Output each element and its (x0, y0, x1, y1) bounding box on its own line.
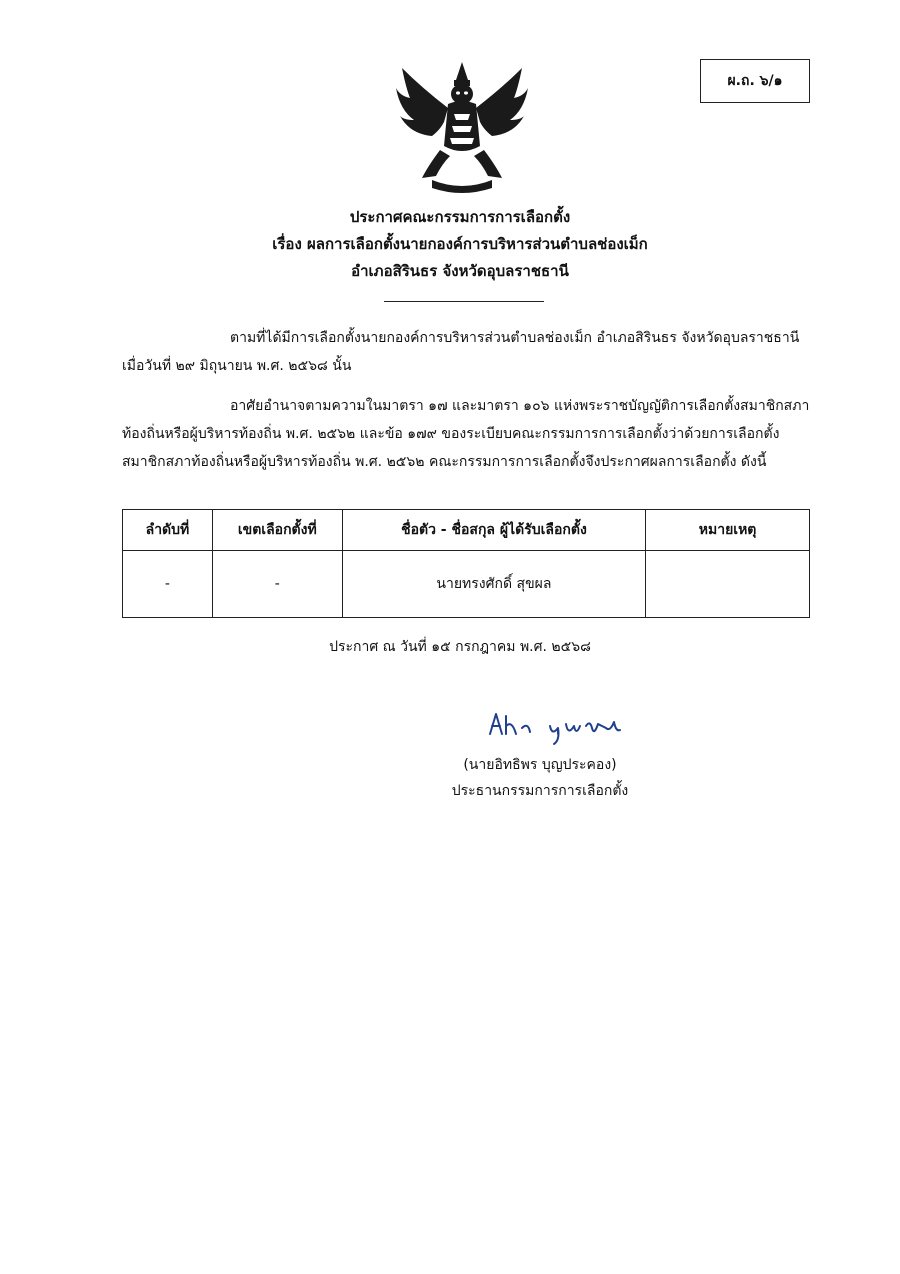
cell-note (646, 551, 810, 618)
cell-name: นายทรงศักดิ์ สุขผล (342, 551, 645, 618)
cell-district: - (212, 551, 342, 618)
body-paragraph-2 (122, 392, 812, 476)
table-row (123, 551, 810, 618)
signer-name: (นายอิทธิพร บุญประคอง) (463, 757, 617, 773)
announcement-date: ประกาศ ณ วันที่ ๑๕ กรกฎาคม พ.ศ. ๒๕๖๘ (329, 639, 591, 655)
header-name: ชื่อตัว - ชื่อสกุล ผู้ได้รับเลือกตั้ง (342, 510, 645, 551)
body-paragraph-2-text: อาศัยอำนาจตามความในมาตรา ๑๗ และมาตรา ๑๐๖ แห่งพระราชบัญญัติการเลือกตั้งสมาชิกสภาท้องถิ่นหรือผู้บริหารท้องถิ่น พ.ศ. ๒๕๖๒ และข้อ ๑๗๙ ของระเบียบคณะกรรมการการเลือกตั้งว่าด้วยการเลือกตั้งสมาชิกสภาท้องถิ่นหรือผู้บริหารท้องถิ่น พ.ศ. ๒๕๖๒ คณะกรรมการการเลือกตั้งจึงประกาศผลการเลือกตั้ง ดังนี้ (122, 398, 810, 470)
body-paragraph-1 (122, 324, 812, 380)
header-order: ลำดับที่ (123, 510, 213, 551)
table-header-row (123, 510, 810, 551)
garuda-emblem-icon (392, 58, 532, 198)
header-note: หมายเหตุ (646, 510, 810, 551)
heading-title: ประกาศคณะกรรมการการเลือกตั้ง (349, 208, 571, 226)
body-paragraph-1-text: ตามที่ได้มีการเลือกตั้งนายกองค์การบริหารส่วนตำบลช่องเม็ก อำเภอสิรินธร จังหวัดอุบลราชธานี เมื่อวันที่ ๒๙ มิถุนายน พ.ศ. ๒๕๖๘ นั้น (122, 330, 800, 374)
form-code-box (700, 59, 810, 103)
heading-location: อำเภอสิรินธร จังหวัดอุบลราชธานี (351, 262, 569, 280)
form-code-label: ผ.ถ. ๖/๑ (727, 73, 783, 89)
heading-divider (384, 301, 544, 302)
handwritten-signature (430, 706, 670, 746)
results-table (122, 509, 810, 618)
heading-subject: เรื่อง ผลการเลือกตั้งนายกองค์การบริหารส่วนตำบลช่องเม็ก (272, 235, 648, 253)
cell-order: - (123, 551, 213, 618)
header-district: เขตเลือกตั้งที่ (212, 510, 342, 551)
signer-position: ประธานกรรมการการเลือกตั้ง (451, 783, 629, 799)
signer-block (400, 752, 680, 804)
